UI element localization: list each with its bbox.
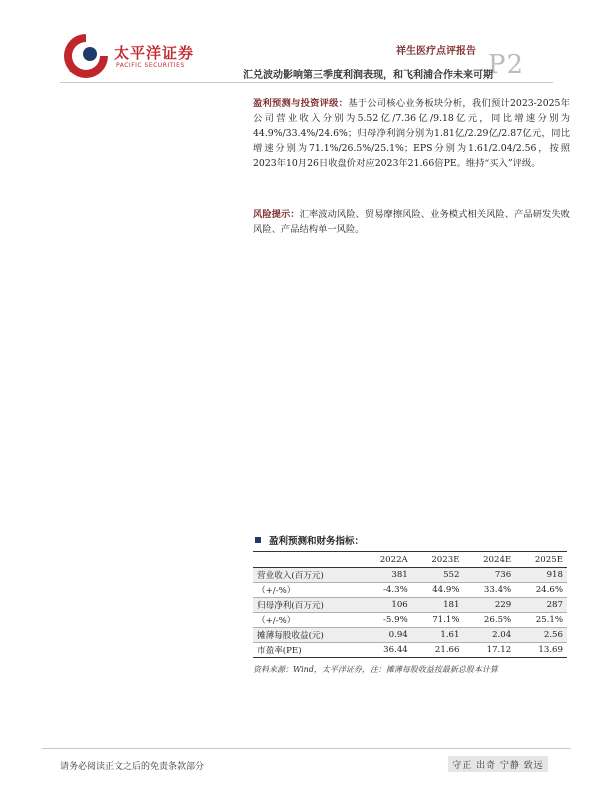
forecast-lead: 盈利预测与投资评级： — [253, 98, 349, 109]
table-cell: 918 — [515, 568, 567, 583]
table-row — [253, 628, 567, 643]
table-cell: 25.1% — [515, 613, 567, 628]
row-label: （+/-%） — [253, 583, 360, 598]
table-cell: 26.5% — [464, 613, 516, 628]
table-cell: 229 — [464, 598, 516, 613]
table-cell: -5.9% — [360, 613, 412, 628]
row-label: 归母净利(百万元) — [253, 598, 360, 613]
table-row — [253, 613, 567, 628]
table-cell: 736 — [464, 568, 516, 583]
company-logo — [60, 30, 195, 82]
table-cell: 17.12 — [464, 643, 516, 658]
table-cell: 287 — [515, 598, 567, 613]
footer-disclaimer: 请务必阅读正文之后的免责条款部分 — [60, 762, 205, 772]
risk-paragraph — [253, 207, 570, 237]
table-cell: 181 — [412, 598, 464, 613]
table-cell: 21.66 — [412, 643, 464, 658]
risk-text: 汇率波动风险、贸易摩擦风险、业务模式相关风险、产品研发失败风险、产品结构单一风险。 — [253, 209, 570, 235]
row-label: （+/-%） — [253, 613, 360, 628]
logo-chinese-name: 太平洋证券 — [114, 44, 195, 62]
table-cell: 24.6% — [515, 583, 567, 598]
footer-divider — [42, 748, 571, 749]
page-digit: 2 — [506, 50, 525, 80]
column-header: 2025E — [515, 552, 567, 568]
table-title-text: 盈利预测和财务指标： — [269, 536, 365, 547]
table-cell: 2.04 — [464, 628, 516, 643]
column-header: 2022A — [360, 552, 412, 568]
financial-table — [253, 551, 567, 658]
table-cell: 71.1% — [412, 613, 464, 628]
row-label: 营业收入(百万元) — [253, 568, 360, 583]
table-header-row — [253, 552, 567, 568]
table-cell: 381 — [360, 568, 412, 583]
financial-table-block — [253, 532, 567, 675]
table-cell: 44.9% — [412, 583, 464, 598]
footer-motto: 守正 出奇 宁静 致远 — [448, 756, 548, 772]
table-cell: 106 — [360, 598, 412, 613]
table-cell: 2.56 — [515, 628, 567, 643]
pacific-securities-logo-icon — [60, 30, 112, 82]
forecast-text: 基于公司核心业务板块分析，我们预计2023-2025年公司营业收入分别为5.52亿/7.36亿/9.18亿元，同比增速分别为44.9%/33.4%/24.6%；归母净利润分别为1.81亿/2.29亿/2.87亿元，同比增速分别为71.1%/26.5%/25.1%；EPS分别为1.61/2.04/2.56，按照2023年10月26日收盘价对应2023年21.66倍PE。维持“买入”评级。 — [253, 98, 570, 169]
row-label: 市盈率(PE) — [253, 643, 360, 658]
table-row — [253, 598, 567, 613]
square-bullet-icon — [255, 537, 261, 543]
page-number — [488, 50, 524, 80]
table-cell: 13.69 — [515, 643, 567, 658]
table-cell: 36.44 — [360, 643, 412, 658]
column-header: 2023E — [412, 552, 464, 568]
risk-lead: 风险提示： — [253, 209, 300, 220]
report-type: 祥生医疗点评报告 — [396, 46, 476, 57]
table-cell: 33.4% — [464, 583, 516, 598]
table-title — [253, 532, 567, 548]
table-source-note: 资料来源：Wind，太平洋证券，注：摊薄每股收益按最新总股本计算 — [253, 665, 498, 674]
forecast-paragraph — [253, 96, 570, 171]
table-cell: 552 — [412, 568, 464, 583]
report-headline: 汇兑波动影响第三季度利润表现，和飞利浦合作未来可期 — [243, 70, 493, 81]
table-row — [253, 643, 567, 658]
table-row — [253, 583, 567, 598]
table-cell: 1.61 — [412, 628, 464, 643]
row-label: 摊薄每股收益(元) — [253, 628, 360, 643]
header-divider — [60, 82, 553, 83]
table-row — [253, 568, 567, 583]
table-cell: -4.3% — [360, 583, 412, 598]
page-letter: P — [488, 50, 507, 80]
column-header — [253, 552, 360, 568]
column-header: 2024E — [464, 552, 516, 568]
table-cell: 0.94 — [360, 628, 412, 643]
logo-english-name: PACIFIC SECURITIES — [116, 62, 185, 69]
